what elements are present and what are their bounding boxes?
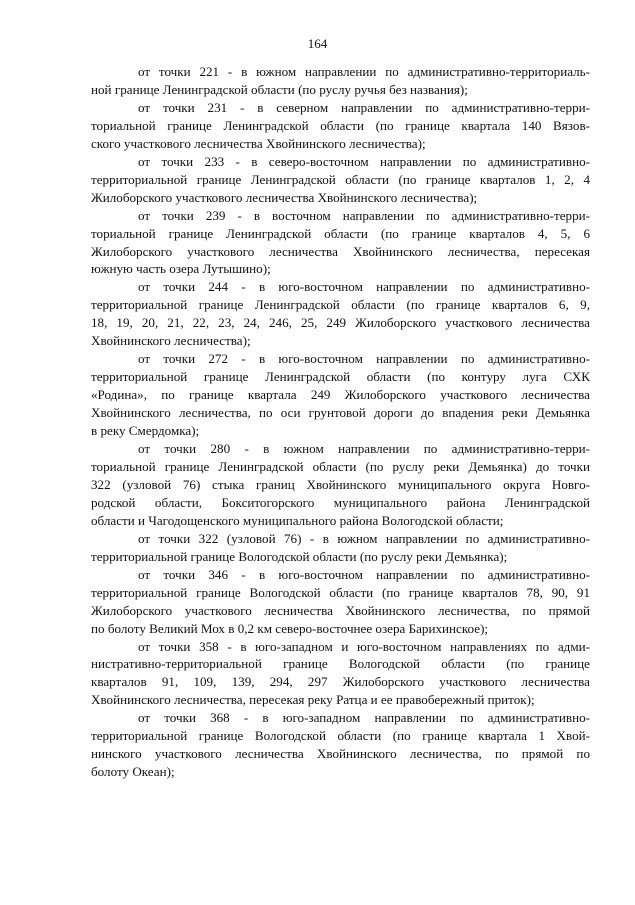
document-body [91, 63, 590, 781]
text-line: нинского участкового лесничества Хвойнинского лесничества, по прямой по [91, 746, 590, 762]
text-line: территориальной границе Вологодской области (по границе квартала 1 Хвой- [91, 728, 590, 744]
text-line: территориальной границе Вологодской области (по границе кварталов 78, 90, 91 [91, 584, 590, 600]
text-line: южную часть озера Лутышино); [91, 261, 271, 277]
text-line: ториальной границе Ленинградской области (по руслу реки Демьянка) до точки [91, 458, 590, 474]
text-line: от точки 272 - в юго-восточном направлении по административно- [138, 351, 590, 367]
paragraph-point-346 [91, 566, 590, 638]
text-line: от точки 221 - в южном направлении по административно-территориаль- [138, 64, 590, 79]
text-line: 322 (узловой 76) стыка границ Хвойнинского муниципального округа Новго- [91, 476, 590, 492]
text-line: от точки 358 - в юго-западном и юго-восточном направлениях по адми- [138, 638, 590, 654]
paragraph-point-358 [91, 638, 590, 710]
text-line: Хвойнинского лесничества, пересекая реку Ратца и ее правобережный приток); [91, 692, 535, 708]
text-line: родской области, Бокситогорского муниципального района Ленинградской [91, 494, 590, 510]
paragraph-point-239 [91, 207, 590, 279]
text-line: от точки 368 - в юго-западном направлении по административно- [138, 710, 590, 726]
text-line: в реку Смердомка); [91, 423, 200, 439]
text-line: Жилоборского участкового лесничества Хвойнинского лесничества, по прямой [91, 602, 590, 618]
text-line: области и Чагодощенского муниципального района Вологодской области; [91, 512, 504, 528]
text-line: территориальной границе Ленинградской области (по границе кварталов 6, 9, [91, 297, 590, 313]
text-line: от точки 322 (узловой 76) - в южном направлении по административно- [138, 530, 590, 546]
text-line: территориальной границе Ленинградской области (по границе кварталов 1, 2, 4 [91, 171, 590, 187]
text-line: территориальной границе Вологодской области (по руслу реки Демьянка); [91, 548, 508, 564]
text-line: ториальной границе Ленинградской области (по границе кварталов 4, 5, 6 [91, 225, 590, 241]
paragraph-point-322 [91, 530, 590, 566]
text-line: Жилоборского участкового лесничества Хвойнинского лесничества); [91, 189, 478, 205]
paragraph-point-231 [91, 99, 590, 153]
text-line: по болоту Великий Мох в 0,2 км северо-восточнее озера Барихинское); [91, 620, 489, 636]
paragraph-point-368 [91, 709, 590, 781]
text-line: ной границе Ленинградской области (по руслу ручья без названия); [91, 81, 468, 97]
text-line: Жилоборского участкового лесничества Хвойнинского лесничества, пересекая [91, 243, 590, 259]
text-line: «Родина», по границе квартала 249 Жилоборского участкового лесничества [91, 387, 590, 403]
text-line: Хвойнинского лесничества); [91, 333, 251, 349]
text-line: от точки 239 - в восточном направлении по административно-терри- [138, 207, 590, 223]
text-line: Хвойнинского лесничества, по оси грунтовой дороги до впадения реки Демьянка [91, 405, 590, 421]
text-line: ториальной границе Ленинградской области (по границе квартала 140 Вязов- [91, 117, 590, 133]
text-line: территориальной границе Ленинградской области (по контуру луга СХК [91, 369, 590, 385]
page-number: 164 [307, 36, 328, 51]
paragraph-point-280 [91, 440, 590, 530]
text-line: от точки 244 - в юго-восточном направлении по административно- [138, 279, 590, 295]
paragraph-point-233 [91, 153, 590, 207]
paragraph-point-244 [91, 278, 590, 350]
paragraph-point-221 [91, 63, 590, 99]
text-line: болоту Океан); [91, 764, 175, 780]
text-line: нистративно-территориальной границе Вологодской области (по границе [91, 656, 590, 672]
text-line: от точки 346 - в юго-восточном направлении по административно- [138, 566, 590, 582]
text-line: 18, 19, 20, 21, 22, 23, 24, 246, 25, 249 Жилоборского участкового лесничества [91, 315, 590, 331]
text-line: кварталов 91, 109, 139, 294, 297 Жилоборского участкового лесничества [91, 674, 590, 690]
paragraph-point-272 [91, 350, 590, 440]
text-line: ского участкового лесничества Хвойнинского лесничества); [91, 135, 426, 151]
text-line: от точки 233 - в северо-восточном направлении по административно- [138, 153, 590, 169]
text-line: от точки 280 - в южном направлении по административно-терри- [138, 441, 590, 457]
text-line: от точки 231 - в северном направлении по административно-терри- [138, 99, 590, 115]
